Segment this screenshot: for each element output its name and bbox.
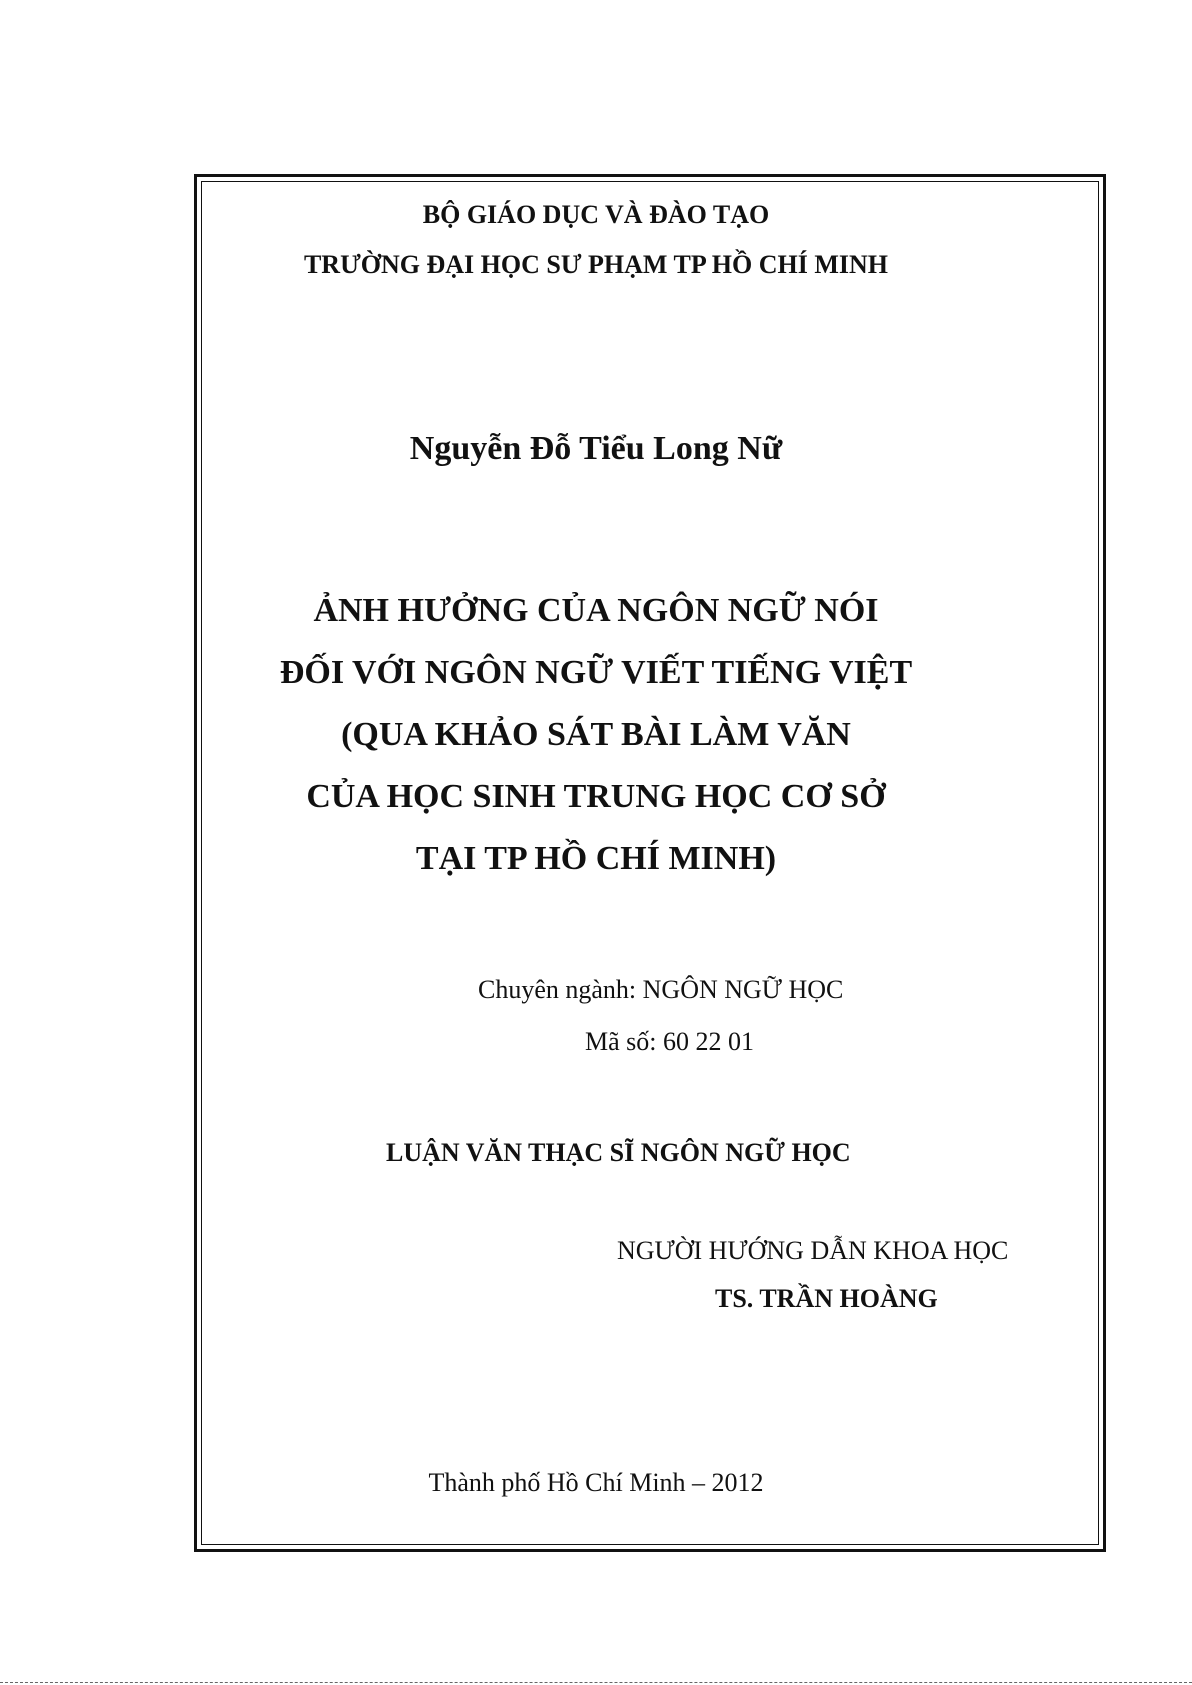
place-and-year: Thành phố Hồ Chí Minh – 2012	[428, 1468, 764, 1497]
degree-type: LUẬN VĂN THẠC SĨ NGÔN NGỮ HỌC	[386, 1138, 851, 1167]
scan-edge-line	[0, 1682, 1192, 1684]
thesis-title-line-4: CỦA HỌC SINH TRUNG HỌC CƠ SỞ	[306, 778, 886, 815]
advisor-name: TS. TRẦN HOÀNG	[715, 1284, 938, 1313]
ministry-name: BỘ GIÁO DỤC VÀ ĐÀO TẠO	[422, 200, 770, 229]
thesis-title-line-5: TẠI TP HỒ CHÍ MINH)	[415, 840, 777, 877]
major-field: Chuyên ngành: NGÔN NGỮ HỌC	[478, 975, 844, 1004]
university-name: TRƯỜNG ĐẠI HỌC SƯ PHẠM TP HỒ CHÍ MINH	[303, 250, 889, 279]
advisor-label: NGƯỜI HƯỚNG DẪN KHOA HỌC	[617, 1236, 1009, 1265]
thesis-title-line-1: ẢNH HƯỞNG CỦA NGÔN NGỮ NÓI	[313, 592, 879, 629]
thesis-title-line-3: (QUA KHẢO SÁT BÀI LÀM VĂN	[341, 716, 851, 753]
major-code: Mã số: 60 22 01	[585, 1027, 754, 1056]
author-name: Nguyễn Đỗ Tiểu Long Nữ	[409, 430, 783, 467]
thesis-title-line-2: ĐỐI VỚI NGÔN NGỮ VIẾT TIẾNG VIỆT	[279, 654, 913, 691]
